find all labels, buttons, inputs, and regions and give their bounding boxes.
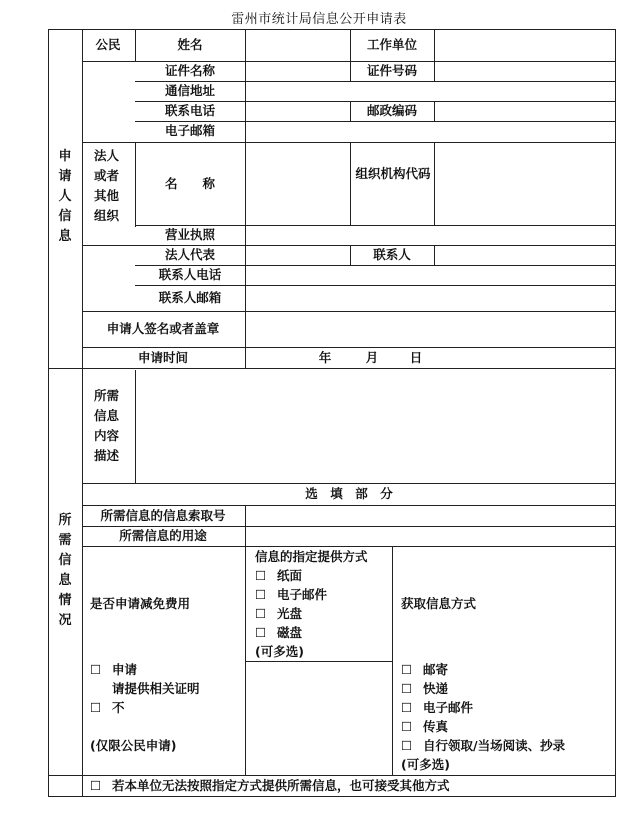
work-unit-label: 工作单位 (366, 36, 418, 52)
org-label: 法人或者其他组织 (94, 148, 120, 223)
obtain-option-self-pickup[interactable]: ☐ 自行领取/当场阅读、抄录 (401, 736, 565, 755)
contact-phone-label: 联系人电话 (158, 266, 222, 282)
provide-option-disk[interactable]: ☐ 磁盘 (255, 623, 368, 642)
contact-email-label: 联系人邮箱 (158, 289, 222, 305)
email-label: 电子邮箱 (164, 122, 216, 138)
contact-label: 联系人 (373, 246, 411, 262)
fee-waiver-proof: 请提供相关证明 (112, 681, 200, 696)
alternative-option[interactable]: ☐ 若本单位无法按照指定方式提供所需信息，也可接受其他方式 (90, 780, 450, 793)
content-desc-label: 所需信息内容描述 (94, 388, 120, 463)
phone-label: 联系电话 (164, 102, 216, 118)
provide-method-list (255, 547, 368, 661)
form-title: 雷州市统计局信息公开申请表 (231, 12, 407, 27)
provide-multi-note: (可多选) (255, 644, 304, 659)
purpose-label: 所需信息的用途 (119, 527, 207, 543)
signature-label: 申请人签名或者盖章 (106, 320, 220, 336)
fee-waiver-options (90, 660, 200, 717)
provide-option-email[interactable]: ☐ 电子邮件 (255, 585, 368, 604)
license-label: 营业执照 (164, 226, 216, 242)
obtain-option-fax[interactable]: ☐ 传真 (401, 717, 565, 736)
org-name-label: 名 称 (164, 175, 216, 191)
legal-rep-label: 法人代表 (164, 246, 216, 262)
index-number-label: 所需信息的信息索取号 (100, 507, 226, 523)
fee-waiver-yes[interactable]: ☐ 申请 (90, 660, 200, 679)
date-label: 申请时间 (137, 349, 189, 365)
optional-header: 选 填 部 分 (305, 485, 393, 501)
section-info-label: 所需信息情况 (58, 513, 72, 628)
citizen-label: 公民 (95, 36, 121, 52)
date-day: 日 (409, 349, 423, 365)
obtain-option-email[interactable]: ☐ 电子邮件 (401, 698, 565, 717)
provide-method-title: 信息的指定提供方式 (255, 549, 368, 564)
fee-waiver-no[interactable]: ☐ 不 (90, 698, 200, 717)
postcode-label: 邮政编码 (366, 102, 418, 118)
provide-option-cd[interactable]: ☐ 光盘 (255, 604, 368, 623)
fee-waiver-note: (仅限公民申请) (90, 737, 177, 753)
id-number-label: 证件号码 (366, 62, 418, 78)
obtain-method-title: 获取信息方式 (401, 595, 477, 611)
date-year: 年 (318, 349, 332, 365)
date-month: 月 (365, 349, 379, 365)
obtain-option-mail[interactable]: ☐ 邮寄 (401, 660, 565, 679)
obtain-option-express[interactable]: ☐ 快递 (401, 679, 565, 698)
name-label: 姓名 (177, 36, 203, 52)
address-label: 通信地址 (164, 82, 216, 98)
provide-option-paper[interactable]: ☐ 纸面 (255, 566, 368, 585)
org-code-label: 组织机构代码 (355, 166, 431, 181)
obtain-multi-note: (可多选) (401, 757, 450, 772)
id-name-label: 证件名称 (164, 62, 216, 78)
fee-waiver-question: 是否申请减免费用 (90, 595, 191, 611)
obtain-method-list (401, 660, 565, 774)
section-applicant-label: 申请人信息 (58, 149, 72, 244)
